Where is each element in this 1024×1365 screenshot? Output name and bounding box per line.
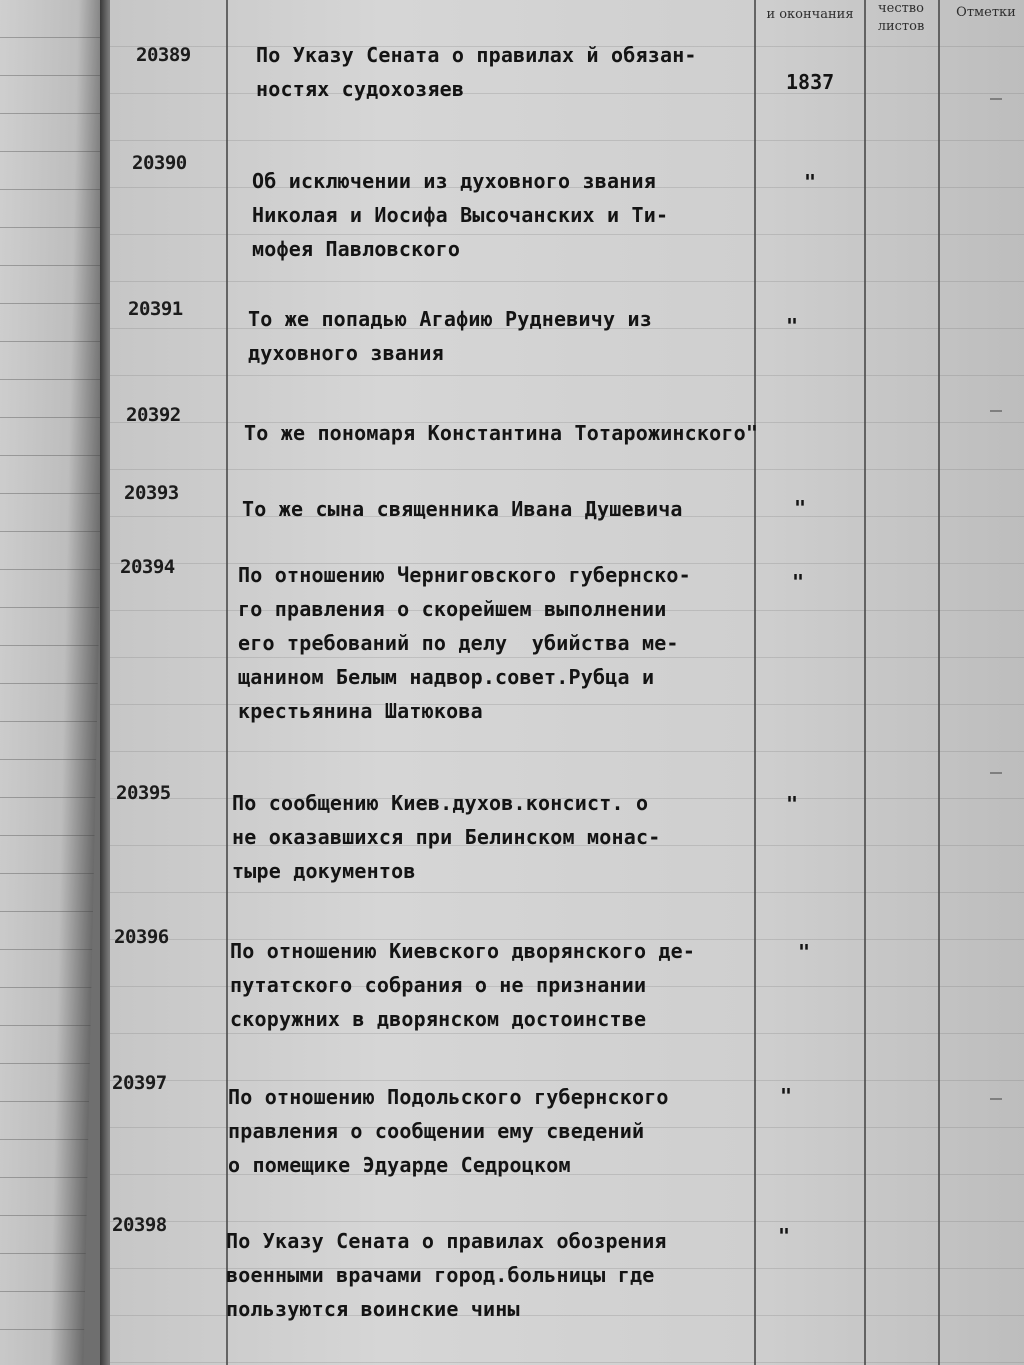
header-count	[868, 0, 934, 36]
entry-description	[242, 492, 683, 526]
entry-line: То же пономаря Константина Тотарожинского"	[244, 421, 759, 445]
ditto-mark: "	[780, 1084, 793, 1108]
entry-description	[252, 164, 668, 266]
entry-line: го правления о скорейшем выполнении	[238, 597, 667, 621]
header-count-line2: листов	[877, 19, 925, 34]
entry-number: 20389	[136, 44, 191, 66]
entry-number: 20398	[112, 1214, 167, 1236]
entry-description	[238, 558, 691, 728]
entry-description	[228, 1080, 669, 1182]
entry-line: крестьянина Шатюкова	[238, 699, 483, 723]
ditto-mark: "	[786, 314, 799, 338]
entry-line: щанином Белым надвор.совет.Рубца и	[238, 665, 655, 689]
entry-year: 1837	[786, 70, 835, 94]
previous-page-edge	[0, 0, 112, 1365]
entry-number: 20394	[120, 556, 175, 578]
entry-description	[244, 416, 758, 450]
entry-number: 20392	[126, 404, 181, 426]
entry-line: Об исключении из духовного звания	[252, 169, 656, 193]
entry-number: 20395	[116, 782, 171, 804]
entry-line: По отношению Черниговского губернско-	[238, 563, 691, 587]
entry-line: То же сына священника Ивана Душевича	[242, 497, 683, 521]
entry-line: духовного звания	[248, 341, 444, 365]
entry-line: По сообщению Киев.духов.консист. о	[232, 791, 649, 815]
entry-line: тыре документов	[232, 859, 416, 883]
entry-number: 20391	[128, 298, 183, 320]
entry-line: военными врачами город.больницы где	[226, 1263, 655, 1287]
ditto-mark: "	[804, 170, 817, 194]
entry-line: о помещике Эдуарде Седроцком	[228, 1153, 571, 1177]
entry-line: не оказавшихся при Белинском монас-	[232, 825, 661, 849]
entry-line: путатского собрания о не признании	[230, 973, 647, 997]
entry-number: 20390	[132, 152, 187, 174]
entry-description	[226, 1224, 667, 1326]
ditto-mark: "	[798, 940, 811, 964]
entry-description	[248, 302, 652, 370]
entry-line: пользуются воинские чины	[226, 1297, 520, 1321]
entry-line: скоружних в дворянском достоинстве	[230, 1007, 647, 1031]
entry-line: его требований по делу убийства ме-	[238, 631, 679, 655]
entry-description	[232, 786, 660, 888]
entry-line: То же попадью Агафию Рудневичу из	[248, 307, 652, 331]
margin-tick	[990, 98, 1002, 100]
header-notes: Отметки	[956, 5, 1016, 20]
entry-description	[256, 38, 697, 106]
entry-line: По отношению Подольского губернского	[228, 1085, 669, 1109]
entry-line: Николая и Иосифа Высочанских и Ти-	[252, 203, 669, 227]
header-dates: и окончания	[766, 7, 854, 22]
ditto-mark: "	[794, 496, 807, 520]
entry-line: ностях судохозяев	[256, 77, 465, 101]
entry-number: 20393	[124, 482, 179, 504]
entry-number: 20396	[114, 926, 169, 948]
entry-line: По отношению Киевского дворянского де-	[230, 939, 696, 963]
count-column-rule	[864, 0, 866, 1365]
margin-tick	[990, 410, 1002, 412]
ledger-page	[110, 0, 1024, 1365]
margin-tick	[990, 1098, 1002, 1100]
entry-line: По Указу Сената о правилах й обязан-	[256, 43, 697, 67]
entry-line: По Указу Сената о правилах обозрения	[226, 1229, 667, 1253]
header-count-line1: чество	[878, 1, 924, 16]
ditto-mark: "	[786, 792, 799, 816]
entry-line: мофея Павловского	[252, 237, 461, 261]
notes-column-rule	[938, 0, 940, 1365]
dates-column-rule	[754, 0, 756, 1365]
ditto-mark: "	[792, 570, 805, 594]
entry-number: 20397	[112, 1072, 167, 1094]
entry-description	[230, 934, 695, 1036]
entry-line: правления о сообщении ему сведений	[228, 1119, 645, 1143]
ditto-mark: "	[778, 1224, 791, 1248]
margin-tick	[990, 772, 1002, 774]
